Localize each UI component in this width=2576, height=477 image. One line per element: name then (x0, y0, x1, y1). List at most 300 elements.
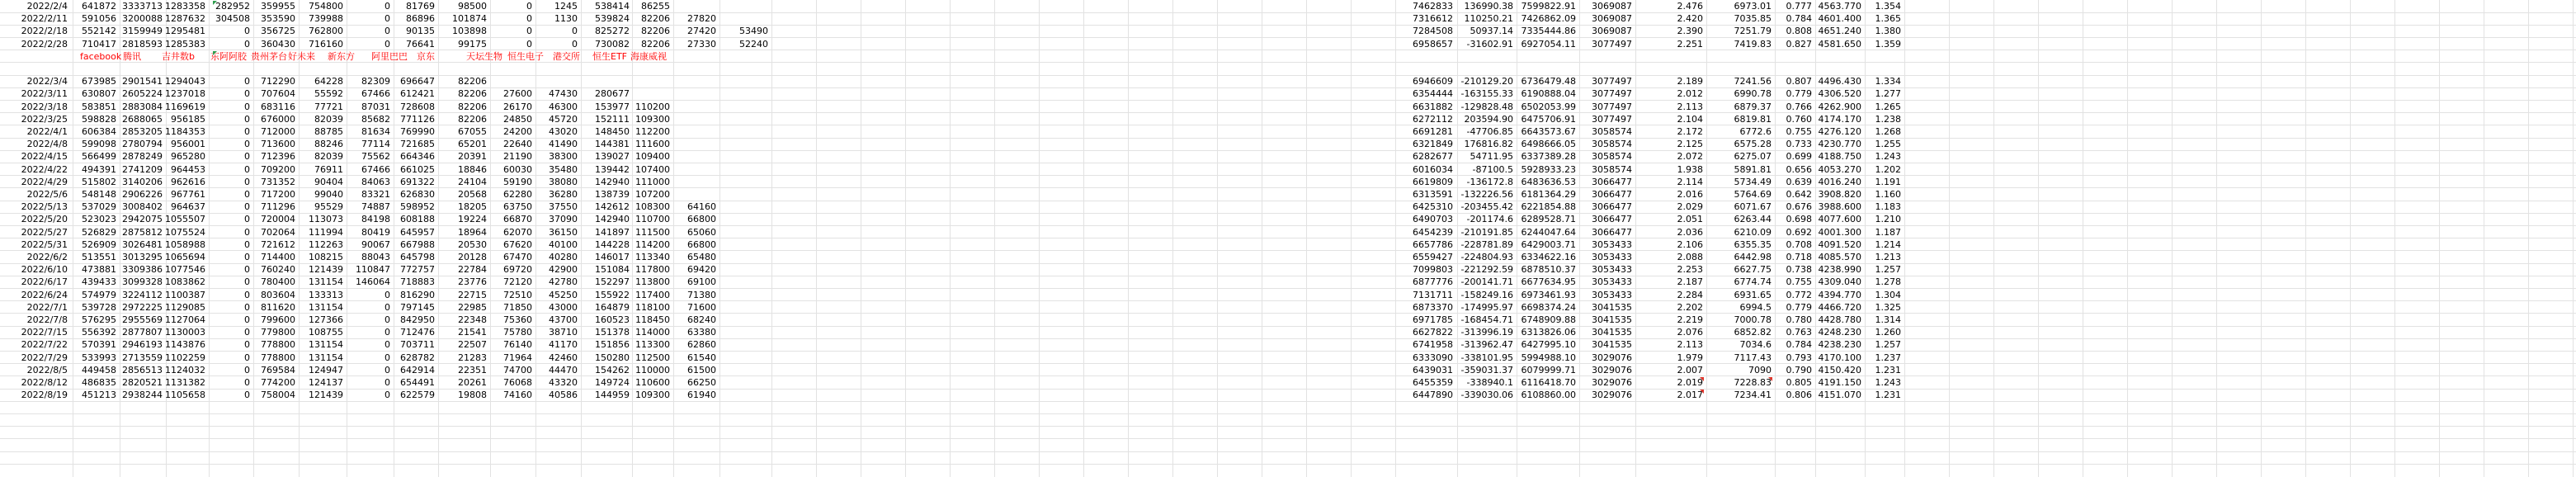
value-cell-n4[interactable]: 3066477 (1592, 226, 1632, 238)
value-cell-c6[interactable]: 112263 (309, 238, 343, 250)
value-cell-n7[interactable]: 0.772 (1786, 289, 1812, 300)
value-cell-c7[interactable]: 0 (385, 301, 390, 313)
value-cell-c10[interactable]: 24200 (503, 126, 532, 137)
value-cell-n2[interactable]: -313996.19 (1460, 327, 1513, 338)
value-cell-n2[interactable]: -210129.20 (1460, 76, 1513, 87)
value-cell-n3[interactable]: 6429003.71 (1521, 238, 1576, 250)
value-cell-c4[interactable]: 0 (244, 364, 250, 375)
value-cell-c9[interactable]: 23776 (458, 276, 487, 288)
value-cell-c8[interactable]: 86896 (406, 13, 435, 25)
value-cell-n2[interactable]: -158249.16 (1460, 289, 1513, 300)
value-cell-c14[interactable]: 27820 (687, 13, 716, 25)
value-cell-c11[interactable]: 40100 (549, 238, 578, 250)
value-cell-n7[interactable]: 0.698 (1786, 214, 1812, 225)
value-cell-c1[interactable]: 606384 (82, 126, 116, 137)
value-cell-n9[interactable]: 1.304 (1875, 289, 1901, 300)
value-cell-c11[interactable]: 41170 (549, 339, 578, 351)
value-cell-c9[interactable]: 82206 (458, 113, 487, 125)
value-cell-n3[interactable]: 6502053.99 (1521, 101, 1576, 112)
value-cell-n9[interactable]: 1.325 (1875, 301, 1901, 313)
value-cell-n5[interactable]: 2.016 (1677, 189, 1703, 200)
value-cell-n9[interactable]: 1.187 (1875, 226, 1901, 238)
value-cell-c7[interactable]: 75562 (361, 151, 390, 163)
value-cell-c12[interactable]: 151084 (595, 264, 630, 276)
value-cell-c9[interactable]: 98500 (458, 1, 487, 12)
value-cell-n3[interactable]: 7426862.09 (1521, 13, 1576, 25)
value-cell-c11[interactable]: 1130 (554, 13, 578, 25)
value-cell-c12[interactable]: 160523 (595, 314, 630, 325)
value-cell-c14[interactable]: 27330 (687, 38, 716, 50)
value-cell-c5[interactable]: 779800 (261, 327, 295, 338)
value-cell-c7[interactable]: 84063 (361, 176, 390, 187)
date-cell[interactable]: 2022/4/22 (21, 163, 68, 175)
value-cell-n3[interactable]: 6475706.91 (1521, 113, 1576, 125)
value-cell-c5[interactable]: 353590 (261, 13, 295, 25)
value-cell-c6[interactable]: 55592 (314, 88, 343, 100)
value-cell-c2[interactable]: 2942075 (122, 214, 163, 225)
value-cell-c3[interactable]: 1127064 (165, 314, 205, 325)
value-cell-n5[interactable]: 2.189 (1677, 76, 1703, 87)
value-cell-c3[interactable]: 1105658 (165, 390, 205, 401)
value-cell-c3[interactable]: 962616 (171, 176, 205, 187)
value-cell-c6[interactable]: 133313 (309, 289, 343, 300)
value-cell-n8[interactable]: 4053.270 (1818, 163, 1861, 175)
value-cell-n2[interactable]: 136990.38 (1464, 1, 1513, 12)
value-cell-c10[interactable]: 74700 (503, 364, 532, 375)
value-cell-c1[interactable]: 630807 (82, 88, 116, 100)
value-cell-c8[interactable]: 664346 (400, 151, 435, 163)
value-cell-c10[interactable]: 0 (526, 1, 532, 12)
value-cell-c1[interactable]: 583851 (82, 101, 116, 112)
value-cell-c7[interactable]: 88043 (361, 252, 390, 262)
value-cell-c6[interactable]: 131154 (309, 276, 343, 288)
date-cell[interactable]: 2022/6/2 (26, 252, 68, 262)
value-cell-c4[interactable]: 0 (244, 314, 250, 325)
value-cell-c3[interactable]: 1083862 (165, 276, 205, 288)
date-cell[interactable]: 2022/8/5 (26, 364, 68, 375)
value-cell-c5[interactable]: 758004 (261, 390, 295, 401)
value-cell-n3[interactable]: 6483636.53 (1521, 176, 1576, 187)
value-cell-c10[interactable]: 76140 (503, 339, 532, 351)
value-cell-n1[interactable]: 6439031 (1413, 364, 1453, 375)
value-cell-n7[interactable]: 0.805 (1786, 377, 1812, 388)
value-cell-c9[interactable]: 21283 (458, 352, 487, 363)
value-cell-n2[interactable]: -47706.85 (1466, 126, 1513, 137)
value-cell-n5[interactable]: 2.390 (1677, 26, 1703, 37)
value-cell-c3[interactable]: 1143876 (165, 339, 205, 351)
value-cell-c7[interactable]: 83321 (361, 189, 390, 200)
value-cell-c7[interactable]: 85682 (361, 113, 390, 125)
value-cell-c14[interactable]: 71600 (687, 301, 716, 313)
value-cell-c3[interactable]: 967761 (171, 189, 205, 200)
value-cell-n2[interactable]: -168454.71 (1460, 314, 1513, 325)
value-cell-c4[interactable]: 0 (244, 252, 250, 262)
value-cell-c6[interactable]: 127366 (309, 314, 343, 325)
value-cell-n5[interactable]: 2.019 (1677, 377, 1703, 388)
value-cell-c2[interactable]: 2878249 (122, 151, 163, 163)
value-cell-n8[interactable]: 4276.120 (1818, 126, 1861, 137)
value-cell-n4[interactable]: 3041535 (1592, 339, 1632, 351)
value-cell-n4[interactable]: 3069087 (1592, 26, 1632, 37)
value-cell-n4[interactable]: 3053433 (1592, 276, 1632, 288)
value-cell-c12[interactable]: 139027 (595, 151, 630, 163)
value-cell-c2[interactable]: 3159949 (122, 26, 163, 37)
value-cell-n4[interactable]: 3066477 (1592, 176, 1632, 187)
value-cell-c5[interactable]: 360430 (261, 38, 295, 50)
value-cell-c11[interactable]: 38710 (549, 327, 578, 338)
value-cell-c5[interactable]: 712396 (261, 151, 295, 163)
value-cell-c11[interactable]: 38300 (549, 151, 578, 163)
value-cell-c9[interactable]: 103898 (452, 26, 487, 37)
value-cell-n5[interactable]: 2.187 (1677, 276, 1703, 288)
value-cell-n1[interactable]: 6631882 (1413, 101, 1453, 112)
value-cell-n2[interactable]: 176816.82 (1464, 139, 1513, 150)
value-cell-n9[interactable]: 1.237 (1875, 352, 1901, 363)
value-cell-c14[interactable]: 66800 (687, 238, 716, 250)
value-cell-n6[interactable]: 6071.67 (1734, 201, 1772, 213)
value-cell-c13[interactable]: 112200 (635, 126, 670, 137)
value-cell-c3[interactable]: 956001 (171, 139, 205, 150)
value-cell-c13[interactable]: 111000 (635, 176, 670, 187)
value-cell-n1[interactable]: 7131711 (1413, 289, 1453, 300)
value-cell-c12[interactable]: 539824 (595, 13, 630, 25)
value-cell-n1[interactable]: 7316612 (1413, 13, 1453, 25)
value-cell-c5[interactable]: 769584 (261, 364, 295, 375)
value-cell-c5[interactable]: 676000 (261, 113, 295, 125)
value-cell-c12[interactable]: 280677 (595, 88, 630, 100)
value-cell-c3[interactable]: 1075524 (165, 226, 205, 238)
value-cell-n6[interactable]: 6994.5 (1739, 301, 1772, 313)
value-cell-n8[interactable]: 4230.770 (1818, 139, 1861, 150)
value-cell-c12[interactable]: 139442 (595, 163, 630, 175)
value-cell-n6[interactable]: 7241.56 (1734, 76, 1772, 87)
value-cell-n6[interactable]: 6772.6 (1739, 126, 1772, 137)
value-cell-c7[interactable]: 81634 (361, 126, 390, 137)
value-cell-c2[interactable]: 3140206 (122, 176, 163, 187)
value-cell-n9[interactable]: 1.268 (1875, 126, 1901, 137)
value-cell-n9[interactable]: 1.231 (1875, 390, 1901, 401)
value-cell-n9[interactable]: 1.334 (1875, 76, 1901, 87)
value-cell-n2[interactable]: 203594.90 (1464, 113, 1513, 125)
column-header-c11[interactable]: 恒生电子 (507, 50, 544, 62)
date-cell[interactable]: 2022/6/10 (21, 264, 68, 276)
date-cell[interactable]: 2022/4/29 (21, 176, 68, 187)
value-cell-c6[interactable]: 82039 (314, 151, 343, 163)
value-cell-n9[interactable]: 1.278 (1875, 276, 1901, 288)
value-cell-c6[interactable]: 88246 (314, 139, 343, 150)
value-cell-n5[interactable]: 2.036 (1677, 226, 1703, 238)
value-cell-c10[interactable]: 72120 (503, 276, 532, 288)
value-cell-c12[interactable]: 142940 (595, 176, 630, 187)
value-cell-c12[interactable]: 138739 (595, 189, 630, 200)
value-cell-n5[interactable]: 2.029 (1677, 201, 1703, 213)
value-cell-c9[interactable]: 20391 (458, 151, 487, 163)
value-cell-n2[interactable]: -338940.1 (1466, 377, 1513, 388)
value-cell-c9[interactable]: 22715 (458, 289, 487, 300)
value-cell-n8[interactable]: 4191.150 (1818, 377, 1861, 388)
value-cell-n6[interactable]: 7035.85 (1734, 13, 1772, 25)
column-header-c13[interactable]: 恒生ETF (592, 50, 627, 62)
value-cell-c10[interactable]: 76068 (503, 377, 532, 388)
value-cell-c11[interactable]: 41490 (549, 139, 578, 150)
value-cell-c7[interactable]: 0 (385, 1, 390, 12)
value-cell-c3[interactable]: 1294043 (165, 76, 205, 87)
value-cell-n1[interactable]: 6333090 (1413, 352, 1453, 363)
value-cell-c2[interactable]: 2741209 (122, 163, 163, 175)
value-cell-c3[interactable]: 1055507 (165, 214, 205, 225)
value-cell-c4[interactable]: 0 (244, 189, 250, 200)
value-cell-c1[interactable]: 539728 (82, 301, 116, 313)
value-cell-c10[interactable]: 22640 (503, 139, 532, 150)
value-cell-n2[interactable]: -200141.71 (1460, 276, 1513, 288)
value-cell-c9[interactable]: 21541 (458, 327, 487, 338)
value-cell-n9[interactable]: 1.265 (1875, 101, 1901, 112)
value-cell-c14[interactable]: 61540 (687, 352, 716, 363)
value-cell-c9[interactable]: 22784 (458, 264, 487, 276)
value-cell-c4[interactable]: 0 (244, 276, 250, 288)
value-cell-n8[interactable]: 4151.070 (1818, 390, 1861, 401)
value-cell-n5[interactable]: 2.114 (1677, 176, 1703, 187)
value-cell-c12[interactable]: 538414 (595, 1, 630, 12)
value-cell-n1[interactable]: 6691281 (1413, 126, 1453, 137)
value-cell-n7[interactable]: 0.808 (1786, 26, 1812, 37)
value-cell-c2[interactable]: 3013295 (122, 252, 163, 262)
value-cell-n8[interactable]: 4496.430 (1818, 76, 1861, 87)
value-cell-c13[interactable]: 82206 (641, 13, 670, 25)
value-cell-c10[interactable]: 27600 (503, 88, 532, 100)
value-cell-n4[interactable]: 3077497 (1592, 88, 1632, 100)
value-cell-n5[interactable]: 2.172 (1677, 126, 1703, 137)
value-cell-n2[interactable]: -228781.89 (1460, 238, 1513, 250)
value-cell-c2[interactable]: 2883084 (122, 101, 163, 112)
value-cell-c11[interactable]: 45250 (549, 289, 578, 300)
value-cell-c2[interactable]: 2906226 (122, 189, 163, 200)
value-cell-c11[interactable]: 43020 (549, 126, 578, 137)
value-cell-n4[interactable]: 3077497 (1592, 38, 1632, 50)
date-cell[interactable]: 2022/2/11 (21, 13, 68, 25)
value-cell-c13[interactable]: 82206 (641, 38, 670, 50)
value-cell-c12[interactable]: 151856 (595, 339, 630, 351)
value-cell-c8[interactable]: 771126 (400, 113, 435, 125)
value-cell-n9[interactable]: 1.213 (1875, 252, 1901, 262)
value-cell-c12[interactable]: 164879 (595, 301, 630, 313)
value-cell-n3[interactable]: 6313826.06 (1521, 327, 1576, 338)
value-cell-n6[interactable]: 6210.09 (1734, 226, 1772, 238)
value-cell-c8[interactable]: 81769 (406, 1, 435, 12)
value-cell-c6[interactable]: 108755 (309, 327, 343, 338)
value-cell-c8[interactable]: 645798 (400, 252, 435, 262)
column-header-c6[interactable]: 好未来 (288, 50, 315, 62)
value-cell-c8[interactable]: 691322 (400, 176, 435, 187)
value-cell-n6[interactable]: 6931.65 (1734, 289, 1772, 300)
value-cell-c9[interactable]: 20530 (458, 238, 487, 250)
value-cell-c6[interactable]: 88785 (314, 126, 343, 137)
value-cell-c4[interactable]: 0 (244, 352, 250, 363)
value-cell-n3[interactable]: 6736479.48 (1521, 76, 1576, 87)
value-cell-c13[interactable]: 110700 (635, 214, 670, 225)
value-cell-c14[interactable]: 69100 (687, 276, 716, 288)
value-cell-c9[interactable]: 99175 (458, 38, 487, 50)
value-cell-n1[interactable]: 6559427 (1413, 252, 1453, 262)
value-cell-c6[interactable]: 77721 (314, 101, 343, 112)
value-cell-c7[interactable]: 0 (385, 377, 390, 388)
value-cell-c14[interactable]: 61500 (687, 364, 716, 375)
value-cell-n7[interactable]: 0.755 (1786, 276, 1812, 288)
value-cell-n3[interactable]: 6927054.11 (1521, 38, 1576, 50)
value-cell-c6[interactable]: 99040 (314, 189, 343, 200)
value-cell-c12[interactable]: 148450 (595, 126, 630, 137)
value-cell-n1[interactable]: 6272112 (1413, 113, 1453, 125)
value-cell-c1[interactable]: 513551 (82, 252, 116, 262)
value-cell-n4[interactable]: 3029076 (1592, 364, 1632, 375)
value-cell-c13[interactable]: 86255 (641, 1, 670, 12)
date-cell[interactable]: 2022/3/11 (21, 88, 68, 100)
value-cell-c10[interactable]: 24850 (503, 113, 532, 125)
value-cell-c9[interactable]: 22507 (458, 339, 487, 351)
value-cell-n8[interactable]: 4262.900 (1818, 101, 1861, 112)
value-cell-c13[interactable]: 109300 (635, 113, 670, 125)
value-cell-c7[interactable]: 74887 (361, 201, 390, 213)
value-cell-n4[interactable]: 3058574 (1592, 163, 1632, 175)
value-cell-c4[interactable]: 0 (244, 339, 250, 351)
value-cell-n9[interactable]: 1.160 (1875, 189, 1901, 200)
value-cell-n4[interactable]: 3053433 (1592, 289, 1632, 300)
value-cell-n6[interactable]: 5734.49 (1734, 176, 1772, 187)
value-cell-n7[interactable]: 0.793 (1786, 352, 1812, 363)
value-cell-n3[interactable]: 6337389.28 (1521, 151, 1576, 163)
value-cell-c12[interactable]: 153977 (595, 101, 630, 112)
value-cell-c6[interactable]: 131154 (309, 339, 343, 351)
value-cell-c7[interactable]: 90067 (361, 238, 390, 250)
value-cell-c10[interactable]: 74160 (503, 390, 532, 401)
value-cell-n8[interactable]: 4581.650 (1818, 38, 1861, 50)
value-cell-n8[interactable]: 4394.770 (1818, 289, 1861, 300)
value-cell-n7[interactable]: 0.807 (1786, 76, 1812, 87)
date-cell[interactable]: 2022/4/1 (26, 126, 68, 137)
value-cell-n5[interactable]: 2.088 (1677, 252, 1703, 262)
date-cell[interactable]: 2022/5/27 (21, 226, 68, 238)
value-cell-c10[interactable]: 66870 (503, 214, 532, 225)
value-cell-c8[interactable]: 90135 (406, 26, 435, 37)
value-cell-n4[interactable]: 3066477 (1592, 214, 1632, 225)
value-cell-n5[interactable]: 2.219 (1677, 314, 1703, 325)
value-cell-n6[interactable]: 6879.37 (1734, 101, 1772, 112)
value-cell-c11[interactable]: 45720 (549, 113, 578, 125)
value-cell-c4[interactable]: 0 (244, 151, 250, 163)
value-cell-c8[interactable]: 628782 (400, 352, 435, 363)
date-cell[interactable]: 2022/6/24 (21, 289, 68, 300)
value-cell-n2[interactable]: -87100.5 (1472, 163, 1513, 175)
value-cell-c11[interactable]: 37550 (549, 201, 578, 213)
value-cell-n7[interactable]: 0.777 (1786, 1, 1812, 12)
value-cell-n2[interactable]: -221292.59 (1460, 264, 1513, 276)
value-cell-c5[interactable]: 717200 (261, 189, 295, 200)
value-cell-n8[interactable]: 4248.230 (1818, 327, 1861, 338)
value-cell-c7[interactable]: 84198 (361, 214, 390, 225)
value-cell-n7[interactable]: 0.780 (1786, 314, 1812, 325)
value-cell-n7[interactable]: 0.766 (1786, 101, 1812, 112)
value-cell-n9[interactable]: 1.354 (1875, 1, 1901, 12)
value-cell-n2[interactable]: 110250.21 (1464, 13, 1513, 25)
value-cell-c11[interactable]: 0 (572, 38, 578, 50)
value-cell-c8[interactable]: 645957 (400, 226, 435, 238)
value-cell-c11[interactable]: 42460 (549, 352, 578, 363)
value-cell-c5[interactable]: 359955 (261, 1, 295, 12)
value-cell-c8[interactable]: 626830 (400, 189, 435, 200)
value-cell-n8[interactable]: 4188.750 (1818, 151, 1861, 163)
value-cell-c1[interactable]: 439433 (82, 276, 116, 288)
value-cell-n3[interactable]: 6079999.71 (1521, 364, 1576, 375)
value-cell-c8[interactable]: 76641 (406, 38, 435, 50)
value-cell-n7[interactable]: 0.806 (1786, 390, 1812, 401)
value-cell-n7[interactable]: 0.676 (1786, 201, 1812, 213)
date-cell[interactable]: 2022/7/15 (21, 327, 68, 338)
value-cell-c8[interactable]: 696647 (400, 76, 435, 87)
value-cell-c6[interactable]: 64228 (314, 76, 343, 87)
value-cell-n4[interactable]: 3041535 (1592, 327, 1632, 338)
value-cell-n7[interactable]: 0.779 (1786, 301, 1812, 313)
value-cell-n9[interactable]: 1.380 (1875, 26, 1901, 37)
value-cell-c14[interactable]: 66800 (687, 214, 716, 225)
date-cell[interactable]: 2022/7/8 (26, 314, 68, 325)
value-cell-n6[interactable]: 6275.07 (1734, 151, 1772, 163)
value-cell-n8[interactable]: 3908.820 (1818, 189, 1861, 200)
value-cell-n9[interactable]: 1.257 (1875, 264, 1901, 276)
value-cell-n3[interactable]: 6289528.71 (1521, 214, 1576, 225)
value-cell-c9[interactable]: 82206 (458, 76, 487, 87)
value-cell-c3[interactable]: 964453 (171, 163, 205, 175)
value-cell-c13[interactable]: 111600 (635, 139, 670, 150)
value-cell-n6[interactable]: 7228.83 (1734, 377, 1772, 388)
value-cell-c12[interactable]: 144381 (595, 139, 630, 150)
value-cell-n1[interactable]: 6282677 (1413, 151, 1453, 163)
value-cell-c9[interactable]: 82206 (458, 88, 487, 100)
date-cell[interactable]: 2022/4/15 (21, 151, 68, 163)
value-cell-c7[interactable]: 0 (385, 352, 390, 363)
value-cell-n1[interactable]: 6958657 (1413, 38, 1453, 50)
value-cell-c8[interactable]: 842950 (400, 314, 435, 325)
value-cell-c5[interactable]: 778800 (261, 352, 295, 363)
value-cell-c14[interactable]: 27420 (687, 26, 716, 37)
value-cell-c1[interactable]: 576295 (82, 314, 116, 325)
value-cell-n8[interactable]: 4466.720 (1818, 301, 1861, 313)
value-cell-c10[interactable]: 59190 (503, 176, 532, 187)
value-cell-n6[interactable]: 6852.82 (1734, 327, 1772, 338)
value-cell-c1[interactable]: 566499 (82, 151, 116, 163)
value-cell-n9[interactable]: 1.183 (1875, 201, 1901, 213)
column-header-c10[interactable]: 天坛生物 (466, 50, 502, 62)
value-cell-c7[interactable]: 87031 (361, 101, 390, 112)
value-cell-n2[interactable]: -210191.85 (1460, 226, 1513, 238)
value-cell-c13[interactable]: 114200 (635, 238, 670, 250)
value-cell-c4[interactable]: 0 (244, 301, 250, 313)
value-cell-c1[interactable]: 710417 (82, 38, 116, 50)
value-cell-c1[interactable]: 449458 (82, 364, 116, 375)
value-cell-n3[interactable]: 6181364.29 (1521, 189, 1576, 200)
value-cell-c13[interactable]: 114000 (635, 327, 670, 338)
value-cell-c9[interactable]: 18205 (458, 201, 487, 213)
value-cell-n7[interactable]: 0.760 (1786, 113, 1812, 125)
column-header-c9[interactable]: 京东 (417, 50, 435, 62)
value-cell-n4[interactable]: 3029076 (1592, 352, 1632, 363)
date-cell[interactable]: 2022/4/8 (26, 139, 68, 150)
value-cell-n6[interactable]: 6973.01 (1734, 1, 1772, 12)
date-cell[interactable]: 2022/8/19 (21, 390, 68, 401)
value-cell-c7[interactable]: 110847 (356, 264, 390, 276)
value-cell-c6[interactable]: 739988 (309, 13, 343, 25)
value-cell-n6[interactable]: 7251.79 (1734, 26, 1772, 37)
value-cell-c9[interactable]: 22985 (458, 301, 487, 313)
